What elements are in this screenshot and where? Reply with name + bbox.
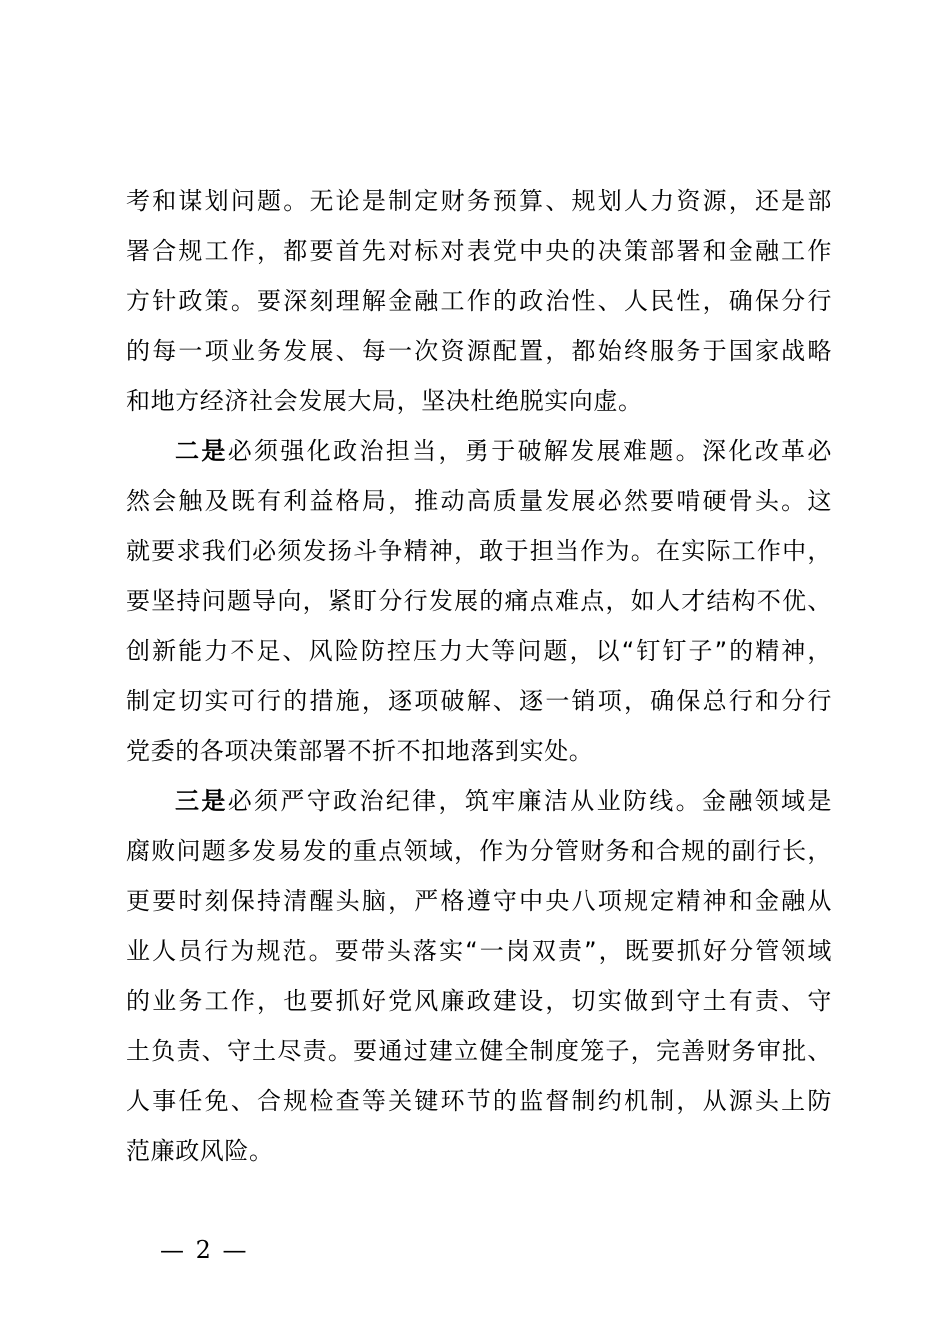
body-text (126, 176, 832, 1176)
text-line: 更要时刻保持清醒头脑，严格遵守中央八项规定精神和金融从 (126, 887, 832, 915)
text-line-first (126, 426, 832, 476)
text-line: 就要求我们必须发扬斗争精神，敢于担当作为。在实际工作中， (126, 537, 832, 565)
paragraph-1 (126, 176, 832, 426)
paragraph-lead: 三是 (175, 787, 228, 815)
text-line: 要坚持问题导向，紧盯分行发展的痛点难点，如人才结构不优、 (126, 587, 832, 615)
text-line: 制定切实可行的措施，逐项破解、逐一销项，确保总行和分行 (126, 687, 832, 715)
text-line: 土负责、守土尽责。要通过建立健全制度笼子，完善财务审批、 (126, 1037, 832, 1065)
text-line: 范廉政风险。 (126, 1137, 274, 1165)
text-line: 业人员行为规范。要带头落实“一岗双责”，既要抓好分管领域 (126, 937, 832, 965)
first-line-rest: 必须严守政治纪律，筑牢廉洁从业防线。金融领域是 (227, 787, 832, 815)
text-line: 和地方经济社会发展大局，坚决杜绝脱实向虚。 (126, 387, 643, 415)
text-line: 署合规工作，都要首先对标对表党中央的决策部署和金融工作 (126, 237, 832, 265)
page-number: — 2 — (160, 1236, 249, 1264)
text-line: 的每一项业务发展、每一次资源配置，都始终服务于国家战略 (126, 337, 832, 365)
text-line: 党委的各项决策部署不折不扣地落到实处。 (126, 737, 594, 765)
text-line: 方针政策。要深刻理解金融工作的政治性、人民性，确保分行 (126, 287, 832, 315)
text-line: 考和谋划问题。无论是制定财务预算、规划人力资源，还是部 (126, 187, 832, 215)
text-line: 人事任免、合规检查等关键环节的监督制约机制，从源头上防 (126, 1087, 832, 1115)
paragraph-2 (126, 426, 832, 776)
paragraph-lead: 二是 (175, 437, 228, 465)
text-line: 创新能力不足、风险防控压力大等问题，以“钉钉子”的精神， (126, 637, 832, 665)
text-line: 的业务工作，也要抓好党风廉政建设，切实做到守土有责、守 (126, 987, 832, 1015)
text-line: 腐败问题多发易发的重点领域，作为分管财务和合规的副行长， (126, 837, 832, 865)
first-line-rest: 必须强化政治担当，勇于破解发展难题。深化改革必 (227, 437, 832, 465)
paragraph-3 (126, 776, 832, 1176)
text-line-first (126, 776, 832, 826)
text-line: 然会触及既有利益格局，推动高质量发展必然要啃硬骨头。这 (126, 487, 832, 515)
